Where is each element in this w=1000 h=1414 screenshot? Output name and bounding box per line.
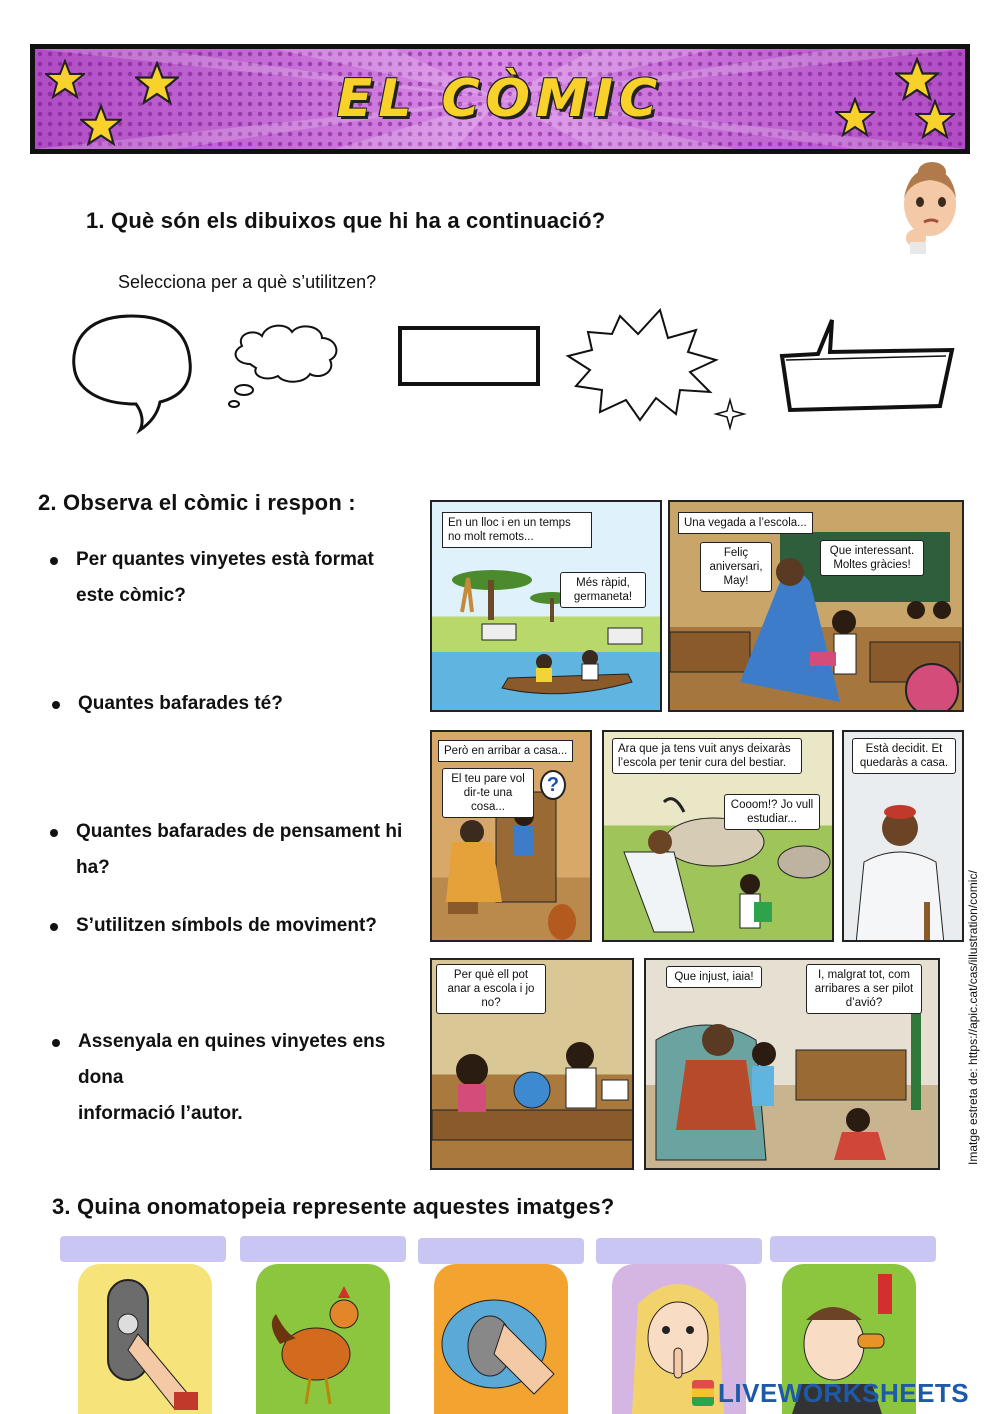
comic-panel-2: [668, 500, 964, 712]
comic-panel-6: [430, 958, 634, 1170]
title-banner: [30, 44, 970, 154]
page-title: EL CÒMIC: [336, 69, 664, 129]
home-scene: [432, 732, 592, 942]
thought-bubble-shape[interactable]: [229, 326, 336, 407]
question-text: informació l’autor.: [78, 1103, 243, 1124]
question-item: [52, 686, 412, 722]
doorbell-drawing: [78, 1264, 212, 1414]
section-1-subheading: Selecciona per a què s’utilitzen?: [118, 272, 377, 292]
comic-panel-7: [644, 958, 940, 1170]
question-text: Assenyala en quines vinyetes ens dona: [78, 1031, 386, 1088]
comic-caption: En un lloc i en un temps no molt remots...: [442, 512, 592, 548]
rooster-image: [256, 1264, 390, 1414]
thinking-avatar: [890, 158, 970, 254]
speech-bubble: Està decidit. Et quedaràs a casa.: [852, 738, 956, 774]
speech-bubble-shape[interactable]: [74, 316, 191, 430]
question-item: [50, 542, 410, 614]
speech-bubble: Cooom!? Jo vull estudiar...: [724, 794, 820, 830]
question-text: Quantes bafarades de pensament hi ha?: [76, 821, 403, 878]
answer-input-1[interactable]: [60, 1236, 226, 1262]
liveworksheets-icon: [692, 1380, 714, 1406]
comic-panel-1: [430, 500, 662, 712]
comic-caption: Però en arribar a casa...: [438, 740, 573, 762]
answer-input-5[interactable]: [770, 1236, 936, 1262]
speech-bubble: Ara que ja tens vuit anys deixaràs l’escola per tenir cura del bestiar.: [612, 738, 802, 774]
speech-bubble: Més ràpid, germaneta!: [560, 572, 646, 608]
question-text: Quantes bafarades té?: [78, 693, 283, 714]
liveworksheets-logo[interactable]: [692, 1376, 969, 1410]
rooster-drawing: [256, 1264, 390, 1414]
rectangle-box-shape[interactable]: [400, 328, 538, 384]
comic-panel-5: [842, 730, 964, 942]
question-text: Per quantes vinyetes està format: [76, 549, 374, 570]
question-item: [52, 1024, 412, 1132]
answer-input-4[interactable]: [596, 1238, 762, 1264]
explosion-bubble-shape[interactable]: [568, 310, 744, 428]
speech-bubble: Que interessant. Moltes gràcies!: [820, 540, 924, 576]
comic-panel-3: [430, 730, 592, 942]
comic-caption: Una vegada a l’escola...: [678, 512, 813, 534]
speech-bubble: Que injust, iaia!: [666, 966, 762, 988]
section-3-heading: 3. Quina onomatopeia represente aquestes imatges?: [52, 1194, 615, 1219]
shout-bubble-shape[interactable]: [782, 320, 952, 410]
question-text: S’utilitzen símbols de moviment?: [76, 915, 377, 936]
question-item: [50, 908, 410, 944]
comic-strip: [430, 500, 964, 1172]
question-mark-symbol: ?: [540, 770, 566, 800]
bubble-shapes-row: [60, 308, 970, 438]
doorbell-image: [78, 1264, 212, 1414]
image-credit: Imatge estreta de: https://apic.cat/cas/illustration/comic/: [966, 870, 980, 1165]
question-text: este còmic?: [76, 585, 186, 606]
section-1-heading: 1. Què són els dibuixos que hi ha a continuació?: [86, 208, 606, 233]
answer-input-2[interactable]: [240, 1236, 406, 1262]
brand-text: LIVEWORKSHEETS: [718, 1377, 970, 1408]
section-2-heading: 2. Observa el còmic i respon :: [38, 490, 356, 515]
speech-bubble: El teu pare vol dir-te una cosa...: [442, 768, 534, 818]
question-item: [50, 814, 420, 886]
answer-input-3[interactable]: [418, 1238, 584, 1264]
mouse-click-image: [434, 1264, 568, 1414]
speech-bubble: I, malgrat tot, com arribares a ser pilot d’avió?: [806, 964, 922, 1014]
speech-bubble: Per què ell pot anar a escola i jo no?: [436, 964, 546, 1014]
comic-panel-4: [602, 730, 834, 942]
speech-bubble: Feliç aniversari, May!: [700, 542, 772, 592]
mouse-drawing: [434, 1264, 568, 1414]
